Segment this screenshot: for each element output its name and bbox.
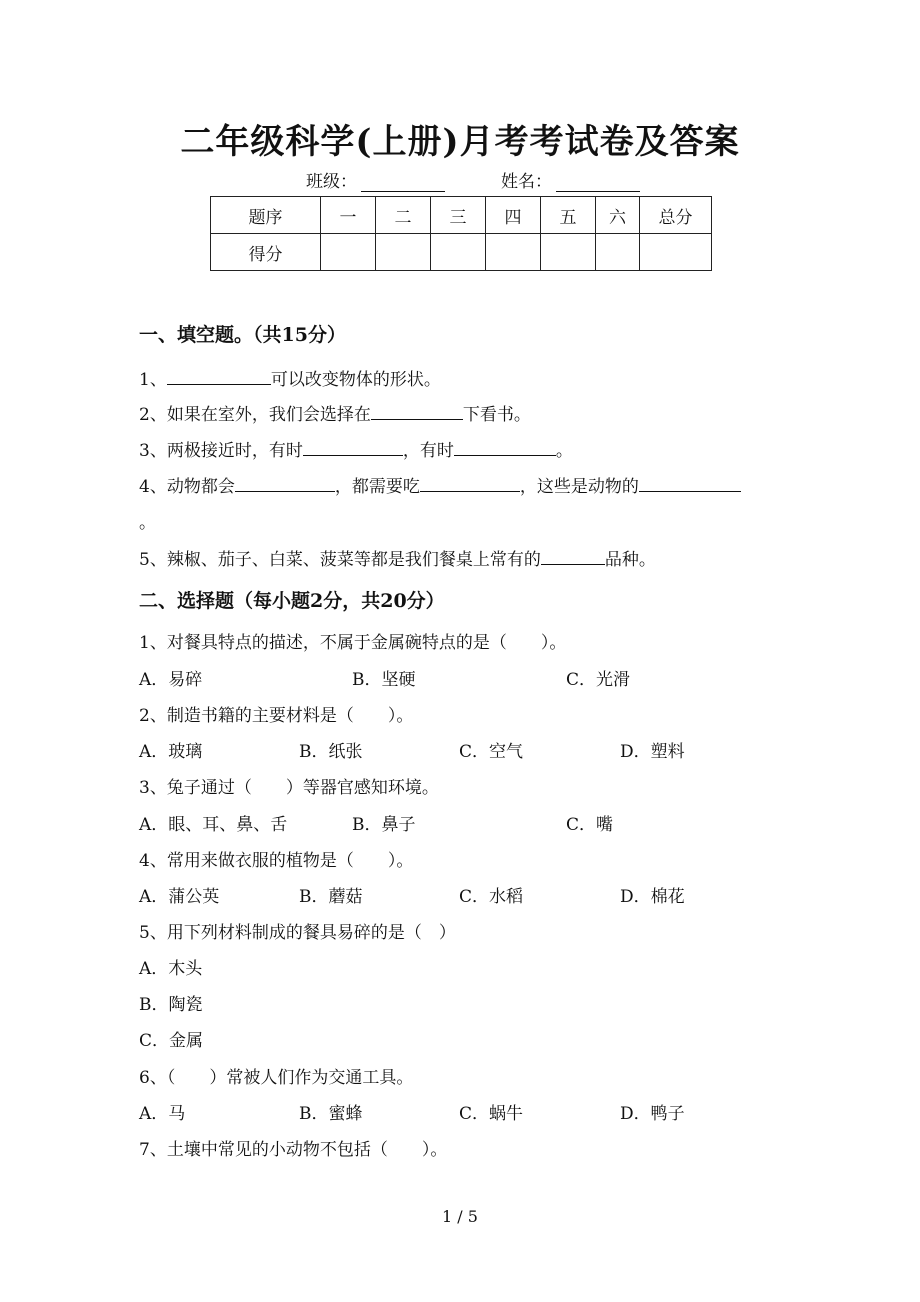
choice-question-stem: 7、土壤中常见的小动物不包括（ ）。 xyxy=(139,1140,448,1160)
score-cell[interactable] xyxy=(431,234,486,271)
answer-blank[interactable] xyxy=(420,475,520,492)
score-table-score-row xyxy=(211,234,712,271)
choice-option[interactable]: B．陶瓷 xyxy=(139,995,203,1015)
name-label: 姓名： xyxy=(501,172,552,192)
choice-option[interactable]: D．塑料 xyxy=(620,742,685,762)
q5-text: 品种。 xyxy=(604,550,656,570)
answer-blank[interactable] xyxy=(235,475,335,492)
score-table-header-row xyxy=(211,197,712,234)
choice-question-stem: 6、（ ）常被人们作为交通工具。 xyxy=(139,1068,414,1088)
answer-blank[interactable] xyxy=(371,403,463,420)
q3-text: 3、两极接近时，有时 xyxy=(139,441,303,461)
fill-question-1 xyxy=(139,365,441,390)
fill-question-5 xyxy=(139,545,656,570)
score-header-cell: 三 xyxy=(431,197,486,234)
choice-question-stem: 5、用下列材料制成的餐具易碎的是（ ） xyxy=(139,923,456,943)
choice-option[interactable]: C．水稻 xyxy=(459,887,524,907)
q2-text: 下看书。 xyxy=(462,405,531,425)
page-title: 二年级科学(上册)月考考试卷及答案 xyxy=(180,122,740,162)
choice-option[interactable]: D．鸭子 xyxy=(620,1104,685,1124)
q1-text: 1、 xyxy=(139,370,167,390)
q2-text: 2、如果在室外，我们会选择在 xyxy=(139,405,371,425)
score-cell[interactable] xyxy=(376,234,431,271)
class-field xyxy=(306,167,445,192)
choice-option[interactable]: A．玻璃 xyxy=(139,742,203,762)
choice-question-stem: 4、常用来做衣服的植物是（ ）。 xyxy=(139,851,414,871)
section1-heading: 一、填空题。（共15分） xyxy=(139,324,346,346)
answer-blank[interactable] xyxy=(454,439,556,456)
q1-text: 可以改变物体的形状。 xyxy=(270,370,441,390)
choice-question-stem: 2、制造书籍的主要材料是（ ）。 xyxy=(139,706,414,726)
page-number: 1 / 5 xyxy=(442,1207,478,1226)
answer-blank[interactable] xyxy=(167,368,271,385)
choice-option[interactable]: B．坚硬 xyxy=(352,670,416,690)
choice-option[interactable]: C．光滑 xyxy=(566,670,631,690)
name-field xyxy=(501,167,640,192)
choice-question-stem: 3、兔子通过（ ）等器官感知环境。 xyxy=(139,778,439,798)
choice-option[interactable]: A．马 xyxy=(139,1104,186,1124)
choice-option[interactable]: D．棉花 xyxy=(620,887,685,907)
choice-option[interactable]: A．蒲公英 xyxy=(139,887,220,907)
choice-option[interactable]: A．木头 xyxy=(139,959,203,979)
q4-text: ，都需要吃 xyxy=(334,477,420,497)
score-header-cell: 六 xyxy=(596,197,640,234)
fill-question-2 xyxy=(139,400,531,425)
choice-option[interactable]: B．蘑菇 xyxy=(299,887,363,907)
answer-blank[interactable] xyxy=(303,439,403,456)
score-cell[interactable] xyxy=(640,234,712,271)
score-header-cell: 五 xyxy=(541,197,596,234)
score-header-cell: 题序 xyxy=(211,197,321,234)
fill-question-3 xyxy=(139,436,573,461)
score-cell[interactable] xyxy=(596,234,640,271)
score-table xyxy=(210,196,712,271)
choice-option[interactable]: C．嘴 xyxy=(566,815,614,835)
score-header-cell: 二 xyxy=(376,197,431,234)
score-cell[interactable] xyxy=(486,234,541,271)
fill-question-4-end: 。 xyxy=(139,513,156,533)
choice-option[interactable]: A．眼、耳、鼻、舌 xyxy=(139,815,288,835)
score-cell[interactable] xyxy=(541,234,596,271)
choice-option[interactable]: B．蜜蜂 xyxy=(299,1104,363,1124)
q3-text: 。 xyxy=(555,441,573,461)
q3-text: ，有时 xyxy=(402,441,454,461)
choice-option[interactable]: B．鼻子 xyxy=(352,815,416,835)
score-row-label: 得分 xyxy=(211,234,321,271)
section2-heading: 二、选择题（每小题2分，共20分） xyxy=(139,590,445,612)
fill-question-4 xyxy=(139,472,741,497)
q4-text: ，这些是动物的 xyxy=(519,477,639,497)
class-blank[interactable] xyxy=(361,174,445,192)
answer-blank[interactable] xyxy=(541,548,605,565)
choice-question-stem: 1、对餐具特点的描述，不属于金属碗特点的是（ ）。 xyxy=(139,633,567,653)
class-label: 班级： xyxy=(306,172,357,192)
score-header-cell: 四 xyxy=(486,197,541,234)
choice-option[interactable]: C．蜗牛 xyxy=(459,1104,524,1124)
name-blank[interactable] xyxy=(556,174,640,192)
q5-text: 5、辣椒、茄子、白菜、菠菜等都是我们餐桌上常有的 xyxy=(139,550,541,570)
choice-option[interactable]: C．空气 xyxy=(459,742,524,762)
choice-option[interactable]: B．纸张 xyxy=(299,742,363,762)
answer-blank[interactable] xyxy=(639,475,741,492)
q4-text: 4、动物都会 xyxy=(139,477,235,497)
score-cell[interactable] xyxy=(321,234,376,271)
choice-option[interactable]: A．易碎 xyxy=(139,670,203,690)
score-header-cell: 总分 xyxy=(640,197,712,234)
choice-option[interactable]: C．金属 xyxy=(139,1031,204,1051)
score-header-cell: 一 xyxy=(321,197,376,234)
